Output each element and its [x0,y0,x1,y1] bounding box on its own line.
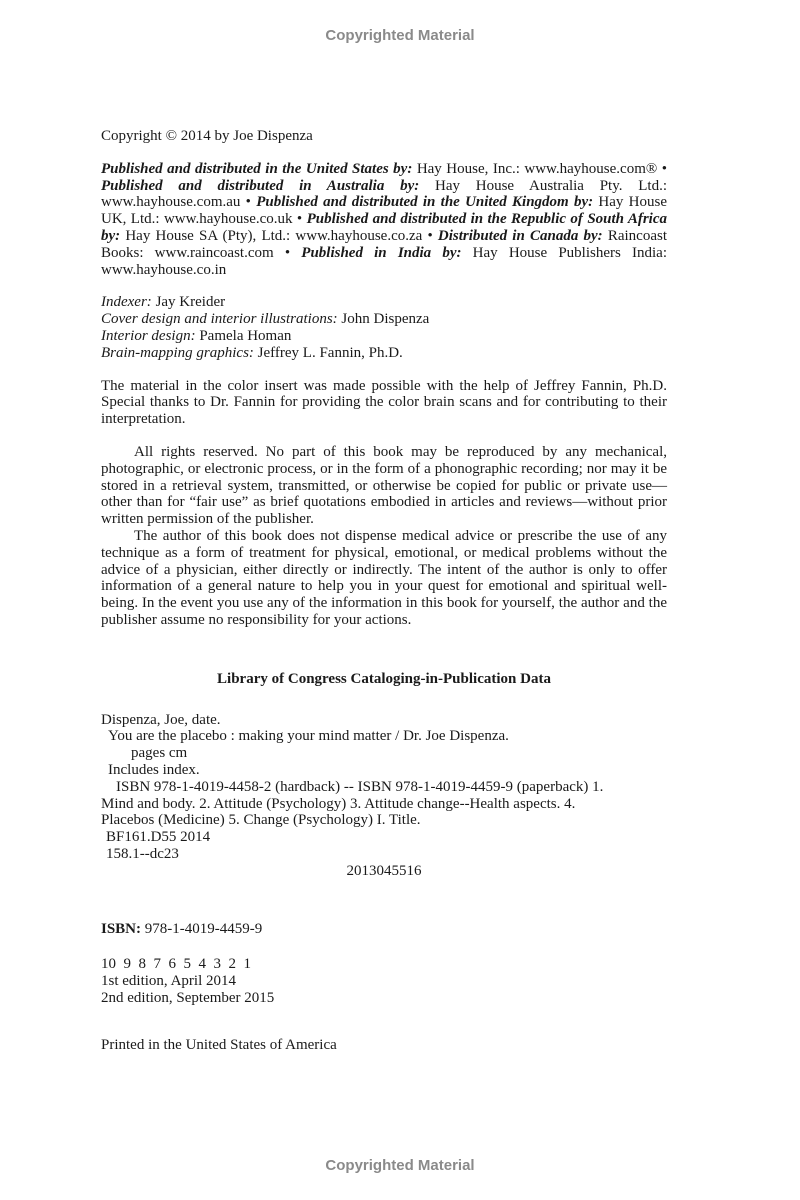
cip-title: Library of Congress Cataloging-in-Publication Data [217,670,551,687]
publisher-label-uk: Published and distributed in the United Kingdom by: [256,194,594,211]
publisher-text-south-africa: Hay House SA (Pty), Ltd.: www.hayhouse.co.za • [120,227,438,244]
printed-in: Printed in the United States of America [101,1036,337,1053]
publisher-label-australia: Published and distributed in Australia by: [101,177,420,194]
publishers-block [101,161,667,279]
credit-name: Pamela Homan [195,327,292,344]
rights-reserved-paragraph: All rights reserved. No part of this book may be reproduced by any mechanical, photographic, or electronic process, or in the form of a phonographic recording; nor may it be stored in a retrieval system, transmitted, or otherwise be copied for public or private use—other than for “fair use” as brief quotations embodied in articles and reviews—without prior written permission of the publisher. [101,443,667,528]
cip-block [101,712,667,880]
publisher-text-canada: Raincoast Books: www.raincoast.com • [101,227,667,261]
cip-subjects-line-3: Placebos (Medicine) 5. Change (Psychology) I. Title. [101,812,421,829]
cip-subjects-line-1: ISBN 978-1-4019-4458-2 (hardback) -- ISBN 978-1-4019-4459-9 (paperback) 1. [116,778,604,795]
publisher-text-india: Hay House Publishers India: www.hayhouse.co.in [101,244,668,278]
publisher-label-canada: Distributed in Canada by: [437,227,603,244]
credit-interior-design [101,328,667,345]
color-insert-note: The material in the color insert was made possible with the help of Jeffrey Fannin, Ph.D. Special thanks to Dr. Fannin for providing the color brain scans and for contributing to their interpretation. [101,377,667,428]
copyright-watermark-top: Copyrighted Material [325,27,475,44]
printing-numbers: 10 9 8 7 6 5 4 3 2 1 [101,956,251,973]
second-edition: 2nd edition, September 2015 [101,989,275,1006]
credit-role: Interior design: [101,327,196,344]
cip-pages: pages cm [131,745,188,762]
publisher-text-australia: Hay House Australia Pty. Ltd.: www.hayhouse.com.au • [101,177,667,211]
credit-role: Indexer: [101,294,152,311]
cip-lc-call-number: BF161.D55 2014 [106,829,211,846]
publisher-label-south-africa: Published and distributed in the Republic of South Africa by: [101,211,668,244]
credit-role: Brain-mapping graphics: [101,344,254,361]
credits-block [101,294,667,361]
first-edition: 1st edition, April 2014 [101,973,236,990]
credit-cover-design [101,311,667,328]
publisher-label-us: Published and distributed in the United States by: [101,160,413,177]
isbn-label: ISBN: [101,921,142,938]
medical-disclaimer-paragraph: The author of this book does not dispense medical advice or prescribe the use of any technique as a form of treatment for physical, emotional, or medical problems without the advice of a physician, either directly or indirectly. The intent of the author is only to offer information of a general nature to help you in your quest for emotional and spiritual well-being. In the event you use any of the information in this book for yourself, the author and the publisher assume no responsibility for your actions. [101,527,667,628]
credit-name: Jeffrey L. Fannin, Ph.D. [253,344,403,361]
publisher-text-us: Hay House, Inc.: www.hayhouse.com® • [412,160,667,177]
credit-name: John Dispenza [337,311,430,328]
publisher-text-uk: Hay House UK, Ltd.: www.hayhouse.co.uk • [101,194,667,228]
cip-index: Includes index. [108,761,200,778]
cip-title-line: You are the placebo : making your mind matter / Dr. Joe Dispenza. [108,728,509,745]
credit-role: Cover design and interior illustrations: [101,311,338,328]
cip-subjects-line-2: Mind and body. 2. Attitude (Psychology) 3. Attitude change--Health aspects. 4. [101,795,576,812]
isbn-line [101,921,667,938]
credit-brain-mapping [101,345,667,362]
credit-name: Jay Kreider [151,294,226,311]
cip-author: Dispenza, Joe, date. [101,711,221,728]
copyright-line: Copyright © 2014 by Joe Dispenza [101,128,313,144]
printing-block [101,956,667,1006]
rights-block [101,444,667,629]
cip-control-number: 2013045516 [346,862,422,879]
copyright-watermark-bottom: Copyrighted Material [325,1157,475,1174]
cip-dewey-number: 158.1--dc23 [106,845,179,862]
publisher-label-india: Published in India by: [301,244,462,261]
copyright-page [101,128,667,1053]
isbn-value: 978-1-4019-4459-9 [141,921,263,938]
credit-indexer [101,294,667,311]
